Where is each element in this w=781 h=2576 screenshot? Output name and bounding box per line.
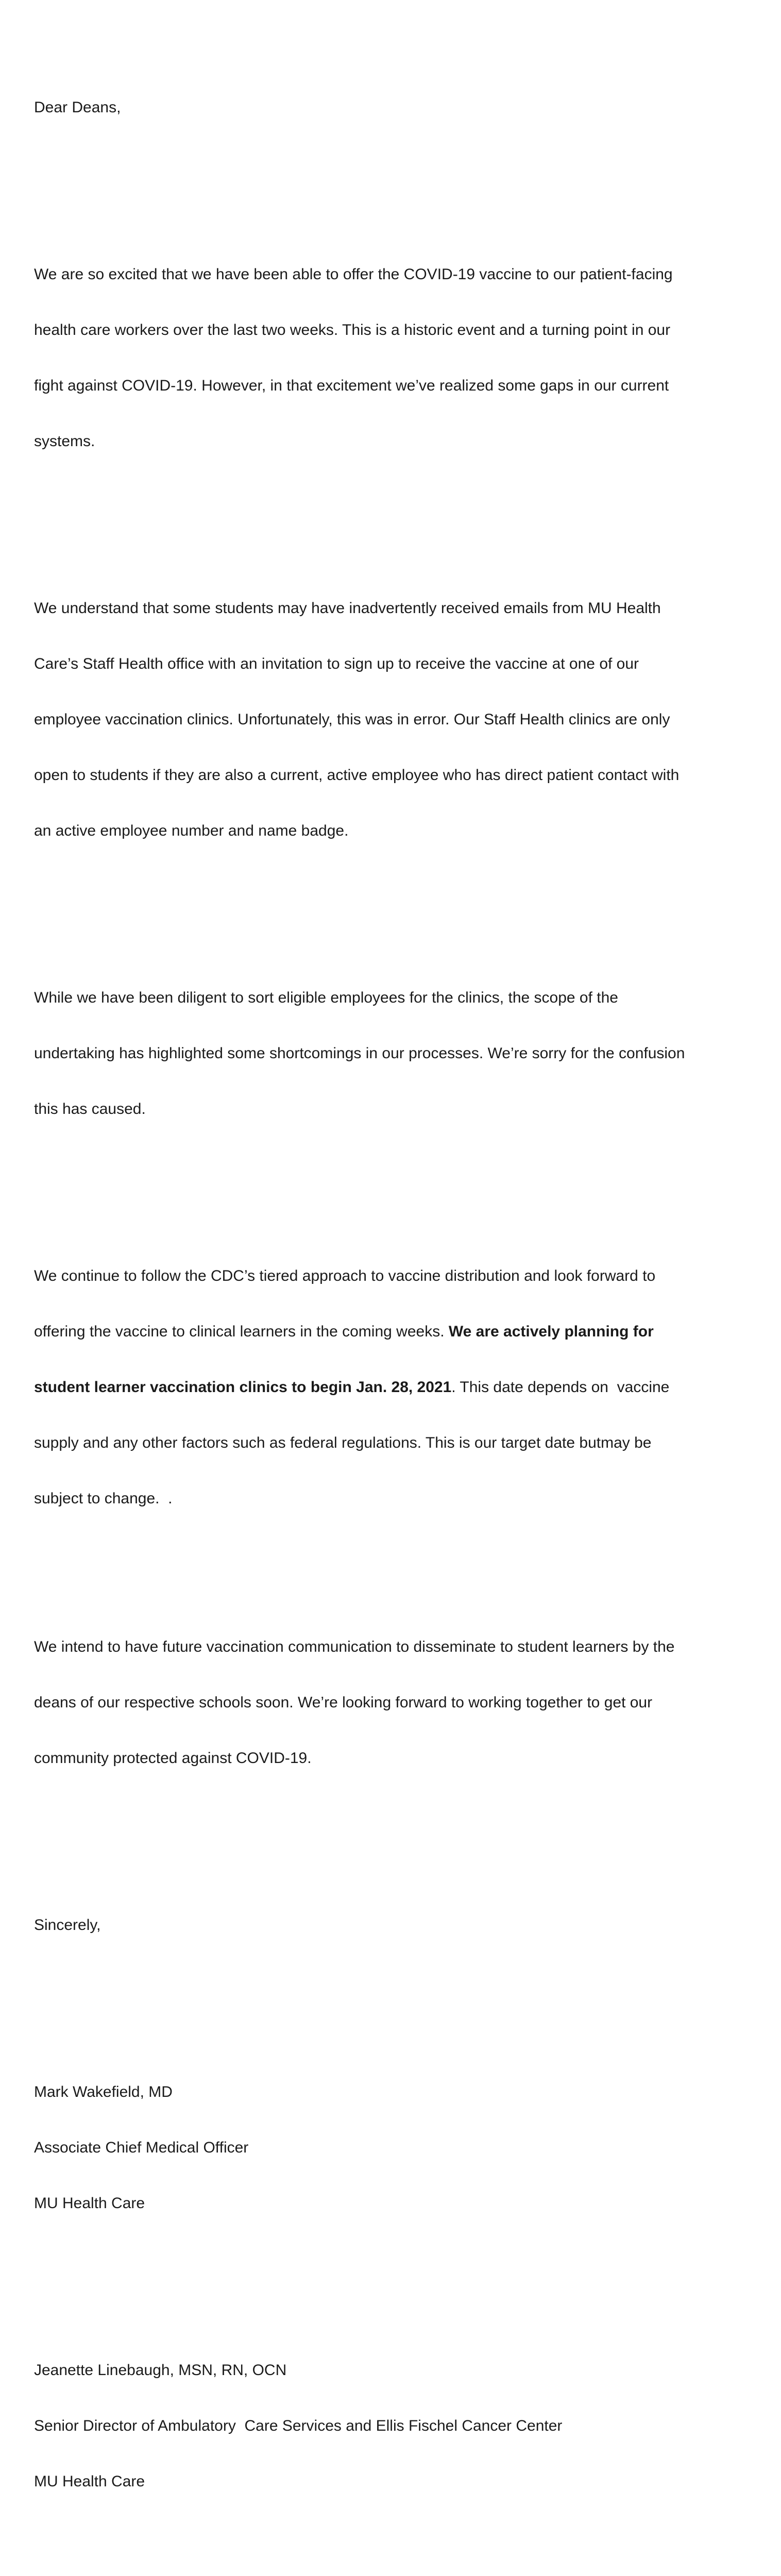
- paragraph-line: health care workers over the last two weeks. This is a historic event and a turning point in our: [34, 321, 671, 338]
- salutation-text: Dear Deans,: [34, 99, 121, 116]
- bold-highlight-text: We are actively planning for: [448, 1323, 654, 1340]
- paragraph-line: open to students if they are also a current, active employee who has direct patient contact with: [34, 767, 680, 784]
- bold-highlight-text: student learner vaccination clinics to begin Jan. 28, 2021: [34, 1379, 452, 1396]
- signer-organization: MU Health Care: [34, 2473, 145, 2490]
- letter-body: [34, 6, 735, 2576]
- paragraph-line-mixed: [34, 1323, 735, 1341]
- paragraph-vaccine-offer: [34, 228, 735, 488]
- paragraph-line: supply and any other factors such as federal regulations. This is our target date butmay be: [34, 1434, 652, 1451]
- paragraph-line: subject to change. .: [34, 1490, 173, 1507]
- paragraph-line: employee vaccination clinics. Unfortunately, this was in error. Our Staff Health clinics are only: [34, 711, 670, 728]
- paragraph-line: While we have been diligent to sort eligible employees for the clinics, the scope of the: [34, 989, 618, 1006]
- closing-text: Sincerely,: [34, 1917, 101, 1934]
- signer-name: Mark Wakefield, MD: [34, 2083, 173, 2100]
- paragraph-line: this has caused.: [34, 1100, 146, 1117]
- paragraph-line: fight against COVID-19. However, in that excitement we’ve realized some gaps in our current: [34, 377, 669, 394]
- paragraph-apology: [34, 952, 735, 1156]
- paragraph-line: deans of our respective schools soon. We’re looking forward to working together to get our: [34, 1694, 653, 1711]
- signer-organization: MU Health Care: [34, 2195, 145, 2212]
- paragraph-line: systems.: [34, 433, 95, 450]
- signature-block-wakefield: [34, 2046, 735, 2250]
- signature-block-linebaugh: [34, 2324, 735, 2528]
- paragraph-line: We understand that some students may have inadvertently received emails from MU Health: [34, 600, 661, 617]
- salutation: [34, 61, 735, 154]
- signer-title: Associate Chief Medical Officer: [34, 2139, 249, 2156]
- signer-name: Jeanette Linebaugh, MSN, RN, OCN: [34, 2362, 287, 2379]
- plain-text: . This date depends on vaccine: [451, 1379, 670, 1396]
- paragraph-line: undertaking has highlighted some shortcomings in our processes. We’re sorry for the confusion: [34, 1045, 685, 1062]
- paragraph-line: an active employee number and name badge.: [34, 822, 349, 839]
- paragraph-line-mixed: [34, 1378, 735, 1397]
- paragraph-future-communication: [34, 1601, 735, 1805]
- paragraph-line: We are so excited that we have been able to offer the COVID-19 vaccine to our patient-facing: [34, 266, 673, 283]
- paragraph-cdc-plan: [34, 1230, 735, 1545]
- paragraph-line: community protected against COVID-19.: [34, 1750, 312, 1767]
- paragraph-line: Care’s Staff Health office with an invitation to sign up to receive the vaccine at one of our: [34, 655, 639, 672]
- signer-title: Senior Director of Ambulatory Care Services and Ellis Fischel Cancer Center: [34, 2417, 563, 2434]
- closing: [34, 1879, 735, 1972]
- paragraph-line: We intend to have future vaccination communication to disseminate to student learners by the: [34, 1638, 675, 1655]
- paragraph-email-error: [34, 562, 735, 877]
- plain-text: offering the vaccine to clinical learners in the coming weeks.: [34, 1323, 449, 1340]
- paragraph-line: We continue to follow the CDC’s tiered approach to vaccine distribution and look forward to: [34, 1267, 656, 1284]
